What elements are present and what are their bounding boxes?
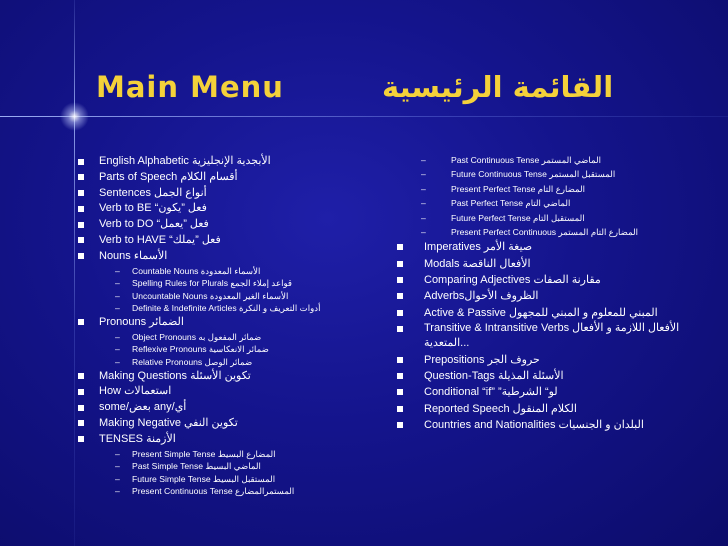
left-submenu-item[interactable]	[78, 302, 378, 315]
left-menu-item[interactable]	[78, 416, 378, 432]
menu-item-label: Making Questions تكوين الأسئلة	[99, 369, 251, 382]
left-submenu-item[interactable]	[78, 460, 378, 473]
square-bullet-icon	[78, 206, 84, 212]
dash-bullet-icon: –	[115, 265, 120, 276]
left-submenu-item[interactable]	[78, 331, 378, 344]
dash-bullet-icon: –	[115, 473, 120, 484]
left-menu-item[interactable]	[78, 400, 378, 416]
left-menu-item[interactable]	[78, 233, 378, 249]
right-submenu-item[interactable]	[395, 153, 725, 167]
menu-item-label: Present Simple Tense المضارع البسيط	[132, 448, 276, 459]
right-menu-item[interactable]	[395, 321, 724, 352]
title-english: Main Menu	[96, 70, 284, 104]
square-bullet-icon	[397, 310, 403, 316]
square-bullet-icon	[397, 277, 403, 283]
square-bullet-icon	[78, 389, 84, 395]
square-bullet-icon	[397, 422, 403, 428]
menu-item-label: Object Pronouns ضمائر المفعول به	[132, 331, 262, 342]
menu-item-label: Pronouns الضمائر	[99, 315, 184, 328]
menu-item-label: How استعمالات	[99, 385, 172, 398]
right-menu-item[interactable]	[395, 417, 725, 433]
menu-item-label: Countable Nouns الأسماء المعدودة	[132, 265, 261, 276]
menu-item-label: Verb to HAVE “فعل ”يملك	[99, 233, 221, 246]
menu-item-label: Present Continuous Tense المستمرالمضارع	[132, 486, 295, 497]
dash-bullet-icon: –	[421, 226, 426, 237]
menu-item-label: Question-Tags الأسئلة المذيلة	[424, 370, 564, 383]
left-menu-item[interactable]	[78, 201, 378, 217]
left-menu-item[interactable]	[78, 369, 378, 385]
square-bullet-icon	[78, 436, 84, 442]
menu-item-label: Modals الأفعال الناقصة	[424, 257, 531, 270]
menu-item-label: Nouns الأسماء	[99, 249, 168, 262]
right-menu-column	[395, 153, 725, 433]
left-submenu-item[interactable]	[78, 343, 378, 356]
right-menu-item[interactable]	[395, 384, 725, 400]
dash-bullet-icon: –	[115, 356, 120, 367]
left-submenu-item[interactable]	[78, 473, 378, 486]
right-submenu-item[interactable]	[395, 196, 725, 210]
dash-bullet-icon: –	[115, 461, 120, 472]
menu-item-label: Conditional “if” ”لو“ الشرطية	[424, 386, 558, 399]
menu-item-label: Present Perfect Tense المضارع التام	[451, 183, 586, 194]
menu-item-label: Future Perfect Tense المستقبل التام	[451, 212, 585, 223]
menu-item-label: Present Perfect Continuous المضارع التام المستمر	[451, 226, 639, 237]
square-bullet-icon	[78, 405, 84, 411]
dash-bullet-icon: –	[115, 303, 120, 314]
right-menu-item[interactable]	[395, 368, 725, 384]
menu-item-label: Comparing Adjectives مقارنة الصفات	[424, 273, 601, 286]
square-bullet-icon	[78, 420, 84, 426]
square-bullet-icon	[397, 261, 403, 267]
menu-item-label: Verb to DO “فعل ”يعمل	[99, 218, 209, 231]
title-arabic: القائمة الرئيسية	[382, 70, 614, 104]
menu-item-label: some/بعض any/أي	[99, 401, 187, 414]
dash-bullet-icon: –	[421, 155, 426, 165]
menu-item-label: Definite & Indefinite Articles أدوات التعريف و النكرة	[132, 303, 321, 314]
right-submenu-item[interactable]	[395, 211, 725, 225]
dash-bullet-icon: –	[421, 198, 426, 209]
right-menu-item[interactable]	[395, 288, 725, 304]
menu-item-label: Future Continuous Tense المستقبل المستمر	[451, 169, 616, 180]
dash-bullet-icon: –	[115, 448, 120, 459]
left-submenu-item[interactable]	[78, 277, 378, 290]
menu-item-label: Relative Pronouns ضمائر الوصل	[132, 356, 253, 367]
menu-item-label: Active & Passive المبني للمعلوم و المبني للمجهول	[424, 306, 658, 319]
dash-bullet-icon: –	[115, 290, 120, 301]
square-bullet-icon	[397, 389, 403, 395]
menu-item-label: Prepositions حروف الجر	[424, 353, 540, 366]
square-bullet-icon	[78, 190, 84, 196]
menu-item-label: Imperatives صيغة الأمر	[424, 241, 533, 254]
left-menu-item[interactable]	[78, 154, 378, 170]
horizontal-rule	[0, 116, 728, 117]
right-menu-item[interactable]	[395, 256, 725, 272]
right-submenu-item[interactable]	[395, 225, 725, 239]
left-submenu-item[interactable]	[78, 448, 378, 461]
menu-item-label: Countries and Nationalities البلدان و الجنسيات	[424, 419, 644, 432]
menu-item-label: Making Negative تكوين النفي	[99, 416, 238, 429]
right-menu-item[interactable]	[395, 272, 725, 288]
right-submenu-item[interactable]	[395, 167, 725, 181]
square-bullet-icon	[397, 406, 403, 412]
left-submenu-item[interactable]	[78, 265, 378, 278]
menu-item-label: Uncountable Nouns الأسماء الغير المعدودة	[132, 290, 289, 301]
menu-item-label: Past Continuous Tense الماضي المستمر	[451, 155, 602, 165]
left-submenu-item[interactable]	[78, 290, 378, 303]
menu-item-label: Verb to BE “فعل ”يكون	[99, 202, 207, 215]
vertical-rule	[74, 0, 75, 546]
square-bullet-icon	[397, 244, 403, 250]
dash-bullet-icon: –	[421, 183, 426, 194]
dash-bullet-icon: –	[115, 331, 120, 342]
square-bullet-icon	[397, 326, 403, 332]
right-menu-item[interactable]	[395, 401, 725, 417]
menu-item-label: Reported Speech الكلام المنقول	[424, 402, 577, 415]
square-bullet-icon	[78, 159, 84, 165]
left-menu-item[interactable]	[78, 249, 378, 265]
square-bullet-icon	[397, 293, 403, 299]
left-menu-item[interactable]	[78, 217, 378, 233]
menu-item-label: Sentences أنواع الجمل	[99, 186, 207, 199]
menu-item-label: Parts of Speech أقسام الكلام	[99, 170, 238, 183]
menu-item-label: Spelling Rules for Plurals قواعد إملاء الجمع	[132, 278, 293, 289]
square-bullet-icon	[78, 222, 84, 228]
left-submenu-item[interactable]	[78, 485, 378, 498]
left-menu-item[interactable]	[78, 170, 378, 186]
square-bullet-icon	[78, 237, 84, 243]
menu-item-label: Reflexive Pronouns ضمائر الانعكاسية	[132, 344, 269, 355]
menu-item-label: Adverbsالظروف الأحوال	[424, 290, 539, 303]
menu-item-label: Transitive & Intransitive Verbs الأفعال اللازمة و الأفعال المتعدية...	[424, 321, 680, 349]
left-menu-item[interactable]	[78, 384, 378, 400]
square-bullet-icon	[78, 319, 84, 325]
square-bullet-icon	[78, 253, 84, 259]
left-menu-item[interactable]	[78, 186, 378, 202]
dash-bullet-icon: –	[115, 486, 120, 497]
dash-bullet-icon: –	[115, 344, 120, 355]
dash-bullet-icon: –	[115, 278, 120, 289]
menu-item-label: Future Simple Tense المستقبل البسيط	[132, 473, 276, 484]
right-submenu-item[interactable]	[395, 182, 725, 196]
dash-bullet-icon: –	[421, 169, 426, 180]
right-menu-item[interactable]	[395, 305, 725, 321]
light-glow-ornament	[60, 102, 89, 131]
square-bullet-icon	[78, 174, 84, 180]
left-submenu-item[interactable]	[78, 356, 378, 369]
menu-item-label: English Alphabetic الأبجدية الإنجليزية	[99, 155, 271, 167]
menu-item-label: TENSES الأزمنة	[99, 432, 176, 445]
square-bullet-icon	[78, 373, 84, 379]
dash-bullet-icon: –	[421, 212, 426, 223]
square-bullet-icon	[397, 357, 403, 363]
right-menu-item[interactable]	[395, 352, 725, 368]
square-bullet-icon	[397, 373, 403, 379]
right-menu-item[interactable]	[395, 239, 725, 255]
left-menu-item[interactable]	[78, 432, 378, 448]
left-menu-item[interactable]	[78, 315, 378, 331]
left-menu-column	[78, 154, 378, 498]
menu-item-label: Past Perfect Tense الماضي التام	[451, 198, 571, 209]
menu-item-label: Past Simple Tense الماضي البسيط	[132, 461, 261, 472]
